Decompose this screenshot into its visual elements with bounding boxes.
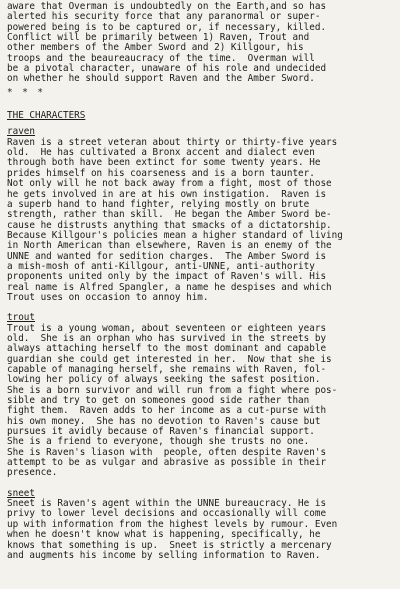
text-line: he gets involved in are at his own instigation. Raven is	[7, 188, 327, 200]
text-line: fight them. Raven adds to her income as a cut-purse with	[7, 405, 327, 417]
text-line: real name is Alfred Spangler, a name he despises and which	[7, 281, 332, 293]
text-line: She is a friend to everyone, though she trusts no one.	[7, 436, 310, 448]
character-name-trout: trout	[7, 312, 35, 324]
text-line: prides himself on his coarseness and is a born taunter.	[7, 167, 315, 179]
character-sneet	[7, 489, 396, 561]
text-line: guardian she could get interested in her. Now that she is	[7, 353, 332, 365]
text-line: Sneet is Raven's agent within the UNNE bureaucracy. He is	[7, 498, 327, 510]
text-line: capable of managing herself, she remains with Raven, fol-	[7, 364, 327, 375]
text-line: sible and try to get on someones good side rather than	[7, 395, 310, 407]
text-line: She is Raven's liason with people, often despite Raven's	[7, 446, 327, 458]
text-line: She is a born survivor and will run from a fight where pos-	[7, 384, 338, 396]
text-line: old. She is an orphan who has survived in the streets by	[7, 332, 327, 344]
text-line: Because Killgour's policies mean a higher standard of living	[7, 229, 343, 241]
text-line: and augments his income by selling information to Raven.	[7, 549, 321, 561]
text-line: UNNE and wanted for sedition charges. The Amber Sword is	[7, 250, 327, 262]
text-line: through both have been extinct for some twenty years. He	[7, 157, 321, 169]
section-title: THE CHARACTERS	[7, 110, 86, 122]
text-line: pursues it avidly because of Raven's financial support.	[7, 426, 315, 438]
text-line: powered being is to be captured or, if necessary, killed.	[7, 21, 327, 33]
character-description-sneet	[7, 499, 396, 561]
text-line: troops and the beaureaucracy of the time. Overman will	[7, 52, 315, 64]
text-line: on whether he should support Raven and the Amber Sword.	[7, 73, 315, 85]
text-line: aware that Overman is undoubtedly on the Earth,and so has	[7, 1, 327, 12]
text-line: alerted his security force that any paranormal or super-	[7, 11, 321, 23]
text-line: Trout uses on occasion to annoy him.	[7, 291, 209, 303]
text-line: a superb hand to hand fighter, relying mostly on brute	[7, 198, 310, 210]
text-line: Trout is a young woman, about seventeen or eighteen years	[7, 322, 327, 334]
text-line: be a pivotal character, unaware of his role and undecided	[7, 63, 327, 75]
text-line: Raven is a street veteran about thirty or thirty-five years	[7, 136, 338, 148]
text-line: in North American than elsewhere, Raven is an enemy of the	[7, 240, 332, 252]
text-line: a mish-mosh of anti-Killgour, anti-UNNE, anti-authority	[7, 260, 315, 272]
text-line: presence.	[7, 467, 58, 479]
text-line: proponents united only by the impact of Raven's will. His	[7, 271, 327, 283]
character-raven	[7, 127, 396, 303]
text-line: when he doesn't know what is happening, specifically, he	[7, 529, 321, 541]
text-line: lowing her policy of always seeking the safest position.	[7, 374, 321, 386]
section-separator: * * *	[7, 86, 45, 98]
text-line: privy to lower level decisions and occasionally will come	[7, 508, 327, 520]
text-line: attempt to be as vulgar and abrasive as possible in their	[7, 457, 327, 469]
text-line: cause he distrusts anything that smacks of a dictatorship.	[7, 219, 332, 231]
text-line: his own money. She has no devotion to Raven's cause but	[7, 415, 321, 427]
text-line: always attaching herself to the most dominant and capable	[7, 343, 327, 355]
text-line: Not only will he not back away from a fight, most of those	[7, 178, 332, 190]
text-line: strength, rather than skill. He began the Amber Sword be-	[7, 209, 332, 221]
text-line: knows that something is up. Sneet is strictly a mercenary	[7, 539, 332, 551]
character-name-sneet: sneet	[7, 487, 35, 499]
character-description-trout	[7, 324, 396, 479]
text-line: old. He has cultivated a Bronx accent and dialect even	[7, 147, 315, 159]
text-line: Conflict will be primarily between 1) Raven, Trout and	[7, 32, 310, 44]
character-description-raven	[7, 138, 396, 304]
intro-paragraph	[7, 2, 396, 85]
character-name-raven: raven	[7, 126, 35, 138]
text-line: up with information from the highest levels by rumour. Even	[7, 518, 338, 530]
character-trout	[7, 313, 396, 479]
text-line: other members of the Amber Sword and 2) Killgour, his	[7, 42, 304, 54]
